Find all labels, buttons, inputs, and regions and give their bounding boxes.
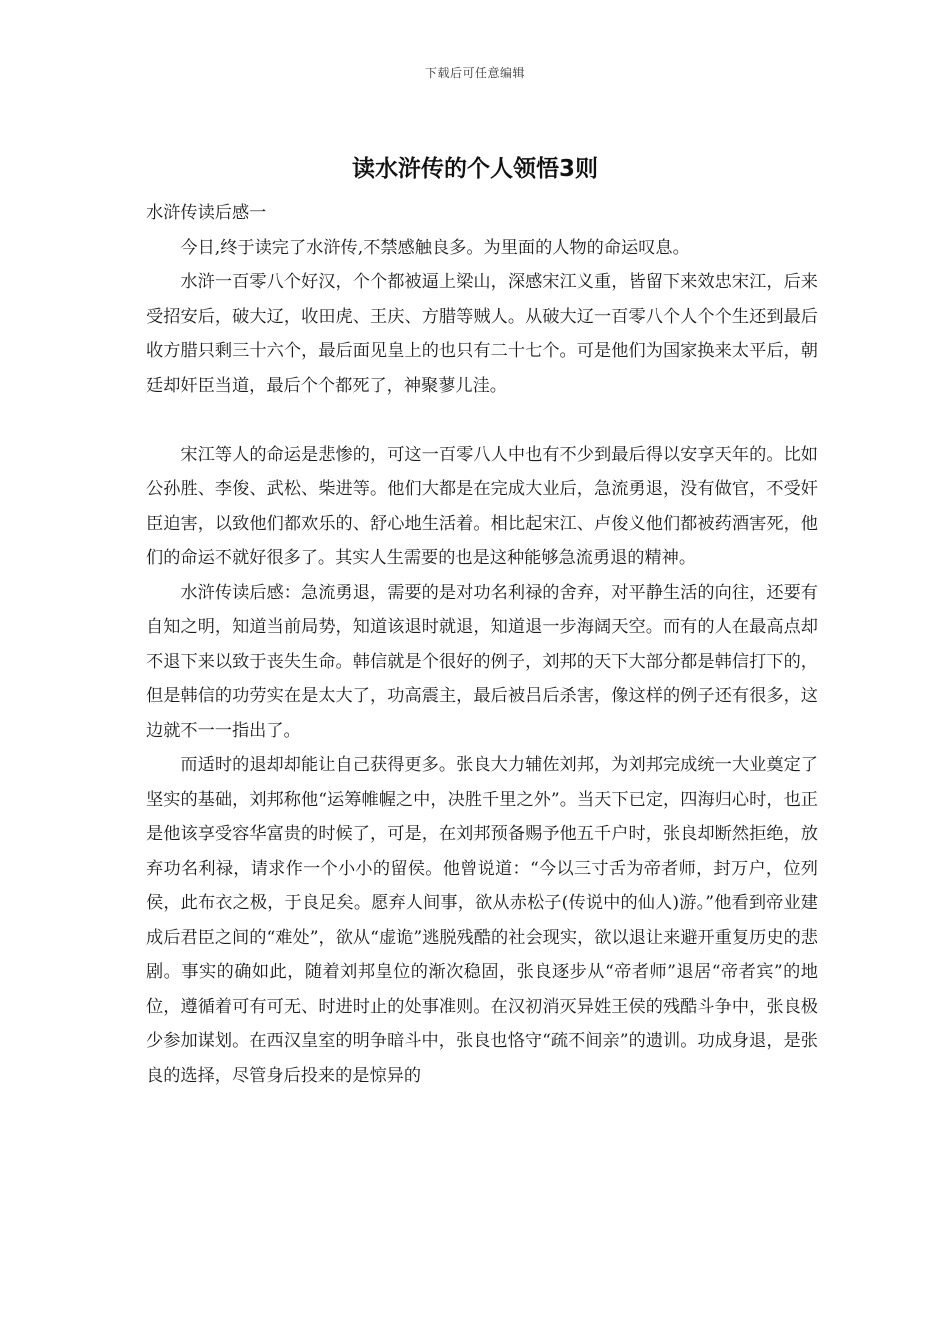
document-title: 读水浒传的个人领悟3则	[351, 156, 598, 182]
paragraph-1: 今日,终于读完了水浒传,不禁感触良多。为里面的人物的命运叹息。	[180, 237, 690, 258]
paragraph-3: 宋江等人的命运是悲惨的，可这一百零八人中也有不少到最后得以安享天年的。比如公孙胜、李俊、武松、柴进等。他们大都是在完成大业后，急流勇退，没有做官，不受奸臣迫害，以致他们都欢乐的、舒心地生活着。相比起宋江、卢俊义他们都被药酒害死，他们的命运不就好很多了。其实人生需要的也是这种能够急流勇退的精神。	[146, 444, 818, 568]
document-body	[146, 196, 818, 1093]
header-note: 下载后可任意编辑	[424, 66, 525, 80]
paragraph-2: 水浒一百零八个好汉，个个都被逼上梁山，深感宋江义重，皆留下来效忠宋江，后来受招安后，破大辽，收田虎、王庆、方腊等贼人。从破大辽一百零八个人个个生还到最后收方腊只剩三十六个，最后面见皇上的也只有二十七个。可是他们为国家换来太平后，朝廷却奸臣当道，最后个个都死了，神聚蓼儿洼。	[146, 272, 818, 396]
paragraph-4: 水浒传读后感：急流勇退，需要的是对功名利禄的舍弃，对平静生活的向往，还要有自知之明，知道当前局势，知道该退时就退，知道退一步海阔天空。而有的人在最高点却不退下来以致于丧失生命。韩信就是个很好的例子，刘邦的天下大部分都是韩信打下的，但是韩信的功劳实在是太大了，功高震主，最后被吕后杀害，像这样的例子还有很多，这边就不一一指出了。	[146, 582, 818, 741]
paragraph-spacer	[146, 403, 818, 438]
section-subheading: 水浒传读后感一	[146, 203, 267, 223]
paragraph-5: 而适时的退却却能让自己获得更多。张良大力辅佐刘邦，为刘邦完成统一大业奠定了坚实的基础，刘邦称他“运筹帷幄之中，决胜千里之外”。当天下已定，四海归心时，也正是他该享受容华富贵的时候了，可是，在刘邦预备赐予他五千户时，张良却断然拒绝，放弃功名利禄，请求作一个小小的留侯。他曾说道：“今以三寸舌为帝者师，封万户，位列侯，此布衣之极，于良足矣。愿弃人间事，欲从赤松子(传说中的仙人)游。”他看到帝业建成后君臣之间的“难处”，欲从“虚诡”逃脱残酷的社会现实，欲以退让来避开重复历史的悲剧。事实的确如此，随着刘邦皇位的渐次稳固，张良逐步从“帝者师”退居“帝者宾”的地位，遵循着可有可无、时进时止的处事准则。在汉初消灭异姓王侯的残酷斗争中，张良极少参加谋划。在西汉皇室的明争暗斗中，张良也恪守“疏不间亲”的遗训。功成身退，是张良的选择，尽管身后投来的是惊异的	[146, 755, 818, 1086]
